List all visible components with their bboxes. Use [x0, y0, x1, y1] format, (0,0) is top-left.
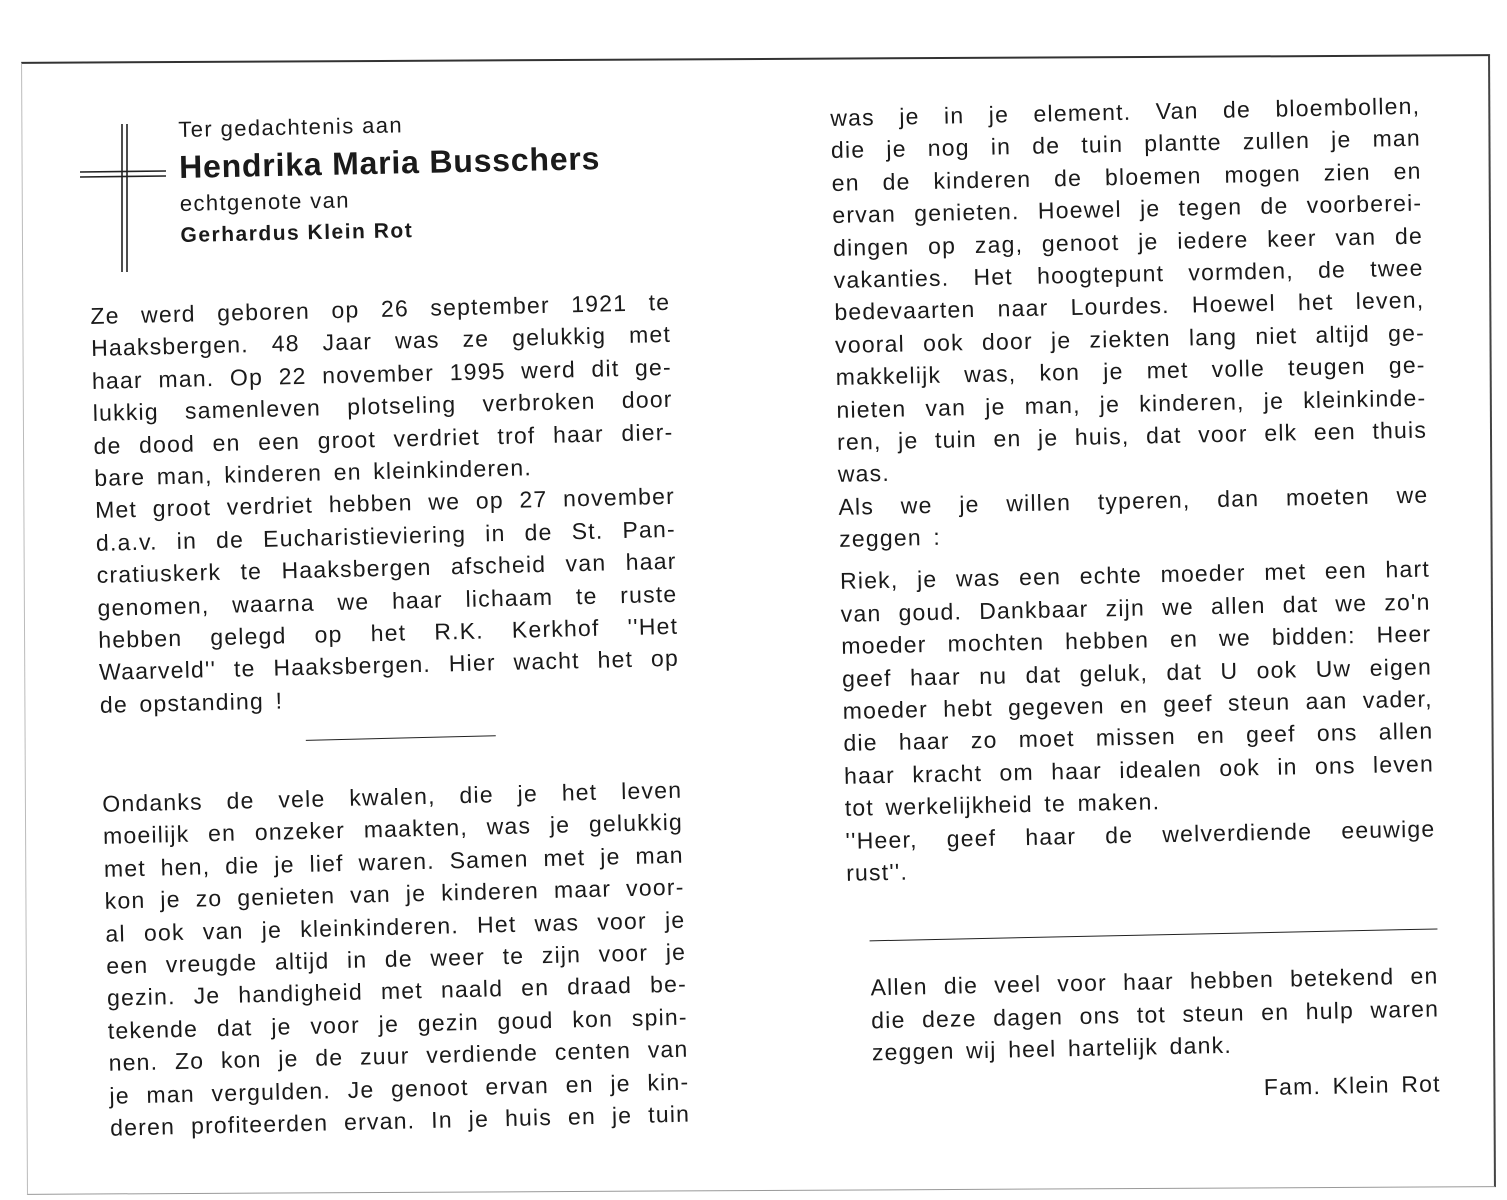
text-line: Ze werd geboren op 26 september 1921 te — [90, 288, 671, 329]
text-line: die je nog in de tuin plantte zullen je man — [830, 125, 1422, 164]
text-line: ren, je tuin en je huis, dat voor elk een thuis — [836, 416, 1428, 455]
text-line: geef haar nu dat geluk, dat U ook Uw eigen — [841, 653, 1433, 692]
text-line: Waarveld'' te Haaksbergen. Hier wacht het op — [98, 645, 680, 686]
text-line: Met groot verdriet hebben we op 27 november — [94, 483, 676, 524]
signature: Fam. Klein Rot — [1263, 1069, 1441, 1100]
text-line: bedevaarten naar Lourdes. Hoewel het leven, — [834, 286, 1425, 326]
intro-text: Ter gedachtenis aan — [178, 112, 404, 142]
text-line: genomen, waarna we haar lichaam te ruste — [97, 580, 678, 621]
text-line: moeder hebt gegeven en geef steun aan vader, — [842, 685, 1433, 724]
text-line: je man vergulden. Je genoot ervan en je kin- — [109, 1068, 690, 1109]
text-line: nen. Zo kon je de zuur verdiende centen van — [108, 1035, 689, 1076]
prayer-paragraph — [840, 553, 1437, 889]
text-line: vooral ook door je ziekten lang niet altijd ge- — [834, 319, 1426, 358]
spouse-name: Gerhardus Klein Rot — [180, 219, 414, 247]
text-line: met hen, die je lief waren. Samen met je man — [103, 841, 685, 882]
text-line: haar kracht om haar idealen ook in ons leven — [843, 750, 1435, 789]
text-line: ervan genieten. Hoewel je tegen de voorberei- — [832, 189, 1423, 229]
text-line: makkelijk was, kon je met volle teugen ge- — [835, 351, 1426, 391]
text-line: de dood en een groot verdriet trof haar dier- — [93, 418, 674, 459]
text-line: zeggen wij heel hartelijk dank. — [871, 1031, 1233, 1066]
text-line: en de kinderen de bloemen mogen zien en — [831, 157, 1422, 196]
text-line: Allen die veel voor haar hebben betekend en — [870, 962, 1439, 1001]
text-line: Ondanks de vele kwalen, die je het leven — [101, 776, 683, 817]
deceased-name: Hendrika Maria Busschers — [178, 140, 601, 185]
thanks-paragraph — [848, 960, 1440, 1070]
text-line: tot werkelijkheid te maken. — [844, 788, 1161, 822]
text-line: die deze dagen ons tot steun en hulp waren — [870, 995, 1440, 1034]
biography-paragraph — [90, 286, 680, 721]
text-line: Riek, je was een echte moeder met een hart — [839, 556, 1431, 595]
card-header — [178, 106, 602, 253]
text-line: was je in je element. Van de bloembollen, — [830, 92, 1421, 131]
text-line: kon je zo genieten van je kinderen maar voor- — [104, 873, 685, 915]
text-line: bare man, kinderen en kleinkinderen. — [94, 454, 533, 491]
text-line: moeilijk en onzeker maakten, was je gelukkig — [102, 809, 684, 850]
tribute-paragraph — [102, 774, 691, 1144]
text-line: van goud. Dankbaar zijn we allen dat we zo'n — [840, 588, 1431, 627]
text-line: was. — [837, 460, 891, 488]
text-line: vakanties. Het hoogtepunt vormden, de twee — [833, 254, 1424, 293]
text-line: die haar zo moet missen en geef ons allen — [843, 717, 1434, 757]
text-line: de opstanding ! — [99, 687, 284, 718]
text-line: rust''. — [845, 858, 909, 886]
left-column — [90, 286, 690, 1144]
text-line: gezin. Je handigheid met naald en draad be- — [106, 971, 688, 1012]
text-line: nieten van je man, je kinderen, je kleinkinde- — [836, 384, 1427, 423]
text-line: d.a.v. in de Eucharistieviering in de St. Pan- — [95, 515, 677, 556]
right-column — [830, 90, 1441, 1112]
text-line: lukkig samenleven plotseling verbroken door — [92, 385, 673, 427]
text-line: Als we je willen typeren, dan moeten we — [838, 481, 1429, 520]
text-line: zeggen : — [838, 523, 942, 552]
text-line: ''Heer, geef haar de welverdiende eeuwige — [845, 815, 1436, 854]
tribute-continuation — [830, 90, 1429, 556]
text-line: deren profiteerden ervan. In je huis en je tuin — [109, 1100, 691, 1141]
text-line: al ook van je kleinkinderen. Het was voor je — [105, 906, 686, 947]
relation-text: echtgenote van — [179, 187, 351, 216]
cross-icon — [80, 124, 166, 272]
text-line: dingen op zag, genoot je iedere keer van de — [832, 222, 1424, 261]
text-line: hebben gelegd op het R.K. Kerkhof ''Het — [97, 612, 679, 653]
text-line: Haaksbergen. 48 Jaar was ze gelukkig met — [90, 321, 672, 362]
text-line: tekende dat je voor je gezin goud kon spin- — [107, 1003, 688, 1044]
text-line: haar man. Op 22 november 1995 werd dit ge- — [91, 353, 673, 394]
text-line: moeder mochten hebben en we bidden: Heer — [841, 620, 1432, 660]
text-line: cratiuskerk te Haaksbergen afscheid van haar — [96, 547, 677, 589]
text-line: een vreugde altijd in de weer te zijn voor je — [105, 938, 687, 979]
